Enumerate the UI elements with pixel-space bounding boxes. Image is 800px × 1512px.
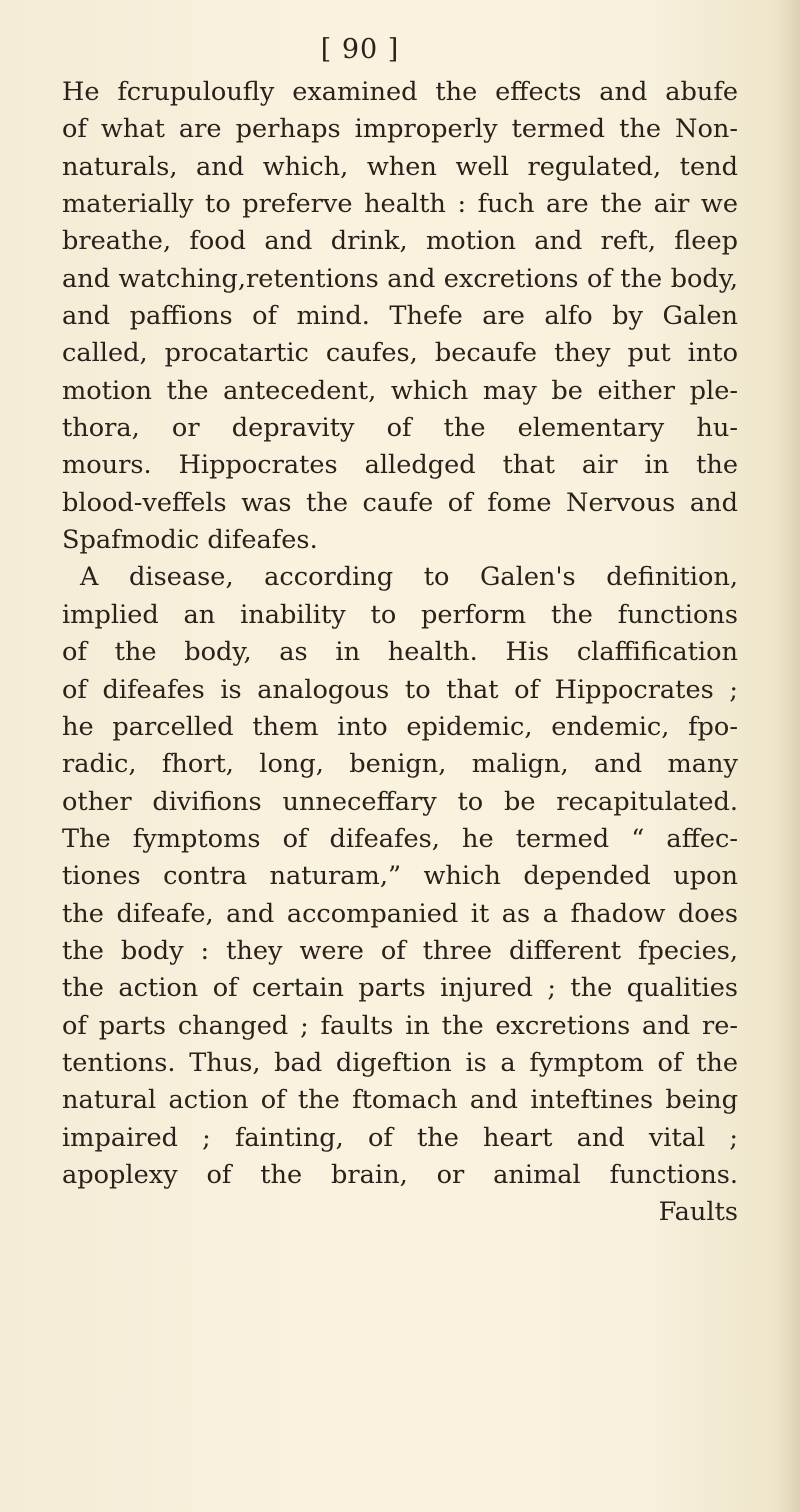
text-line: of parts changed ; faults in the excretions and re- (62, 1010, 738, 1041)
text-line: The fymptoms of difeafes, he termed “ affec- (62, 823, 738, 854)
text-line: apoplexy of the brain, or animal functions. (62, 1159, 738, 1190)
text-line: breathe, food and drink, motion and reft, fleep (62, 226, 738, 257)
text-line: He fcrupuloufly examined the effects and abufe (62, 77, 738, 107)
text-line: impaired ; fainting, of the heart and vital ; (62, 1122, 738, 1153)
text-line: implied an inability to perform the functions (62, 599, 738, 630)
text-line: A disease, according to Galen's definition, (80, 562, 738, 593)
text-line: mours. Hippocrates alledged that air in the (62, 450, 738, 481)
catchword: Faults (658, 1197, 738, 1228)
text-line: of what are perhaps improperly termed the Non- (62, 114, 738, 145)
text-line: tiones contra naturam,” which depended upon (62, 861, 738, 892)
text-line: materially to preferve health : fuch are the air we (62, 189, 738, 220)
text-line: naturals, and which, when well regulated, tend (62, 151, 738, 182)
text-line: other divifions unneceffary to be recapitulated. (62, 786, 738, 817)
text-line: the body : they were of three different fpecies, (62, 935, 738, 966)
text-line: of difeafes is analogous to that of Hippocrates ; (62, 674, 738, 705)
text-line: the difeafe, and accompanied it as a fhadow does (62, 898, 738, 929)
text-line: and watching,retentions and excretions of the body, (62, 263, 738, 294)
text-line: the action of certain parts injured ; the qualities (62, 973, 738, 1004)
text-line: he parcelled them into epidemic, endemic, fpo- (62, 711, 738, 742)
text-line: and paffions of mind. Thefe are alfo by Galen (62, 301, 738, 332)
text-line: natural action of the ftomach and inteftines being (62, 1085, 738, 1116)
text-line: motion the antecedent, which may be either ple- (62, 375, 738, 406)
page-number: [ 90 ] (320, 34, 400, 65)
text-line: thora, or depravity of the elementary hu- (62, 413, 738, 444)
body-text (62, 74, 738, 1232)
text-line: radic, fhort, long, benign, malign, and many (62, 749, 738, 780)
text-line: blood-veffels was the caufe of fome Nervous and (62, 487, 738, 518)
text-line: of the body, as in health. His claffification (62, 637, 738, 668)
page-edge-shadow (778, 0, 800, 1512)
text-line: called, procatartic caufes, becaufe they put into (62, 338, 738, 369)
text-line: Spafmodic difeafes. (62, 525, 318, 556)
text-line: tentions. Thus, bad digeftion is a fymptom of the (62, 1047, 738, 1078)
